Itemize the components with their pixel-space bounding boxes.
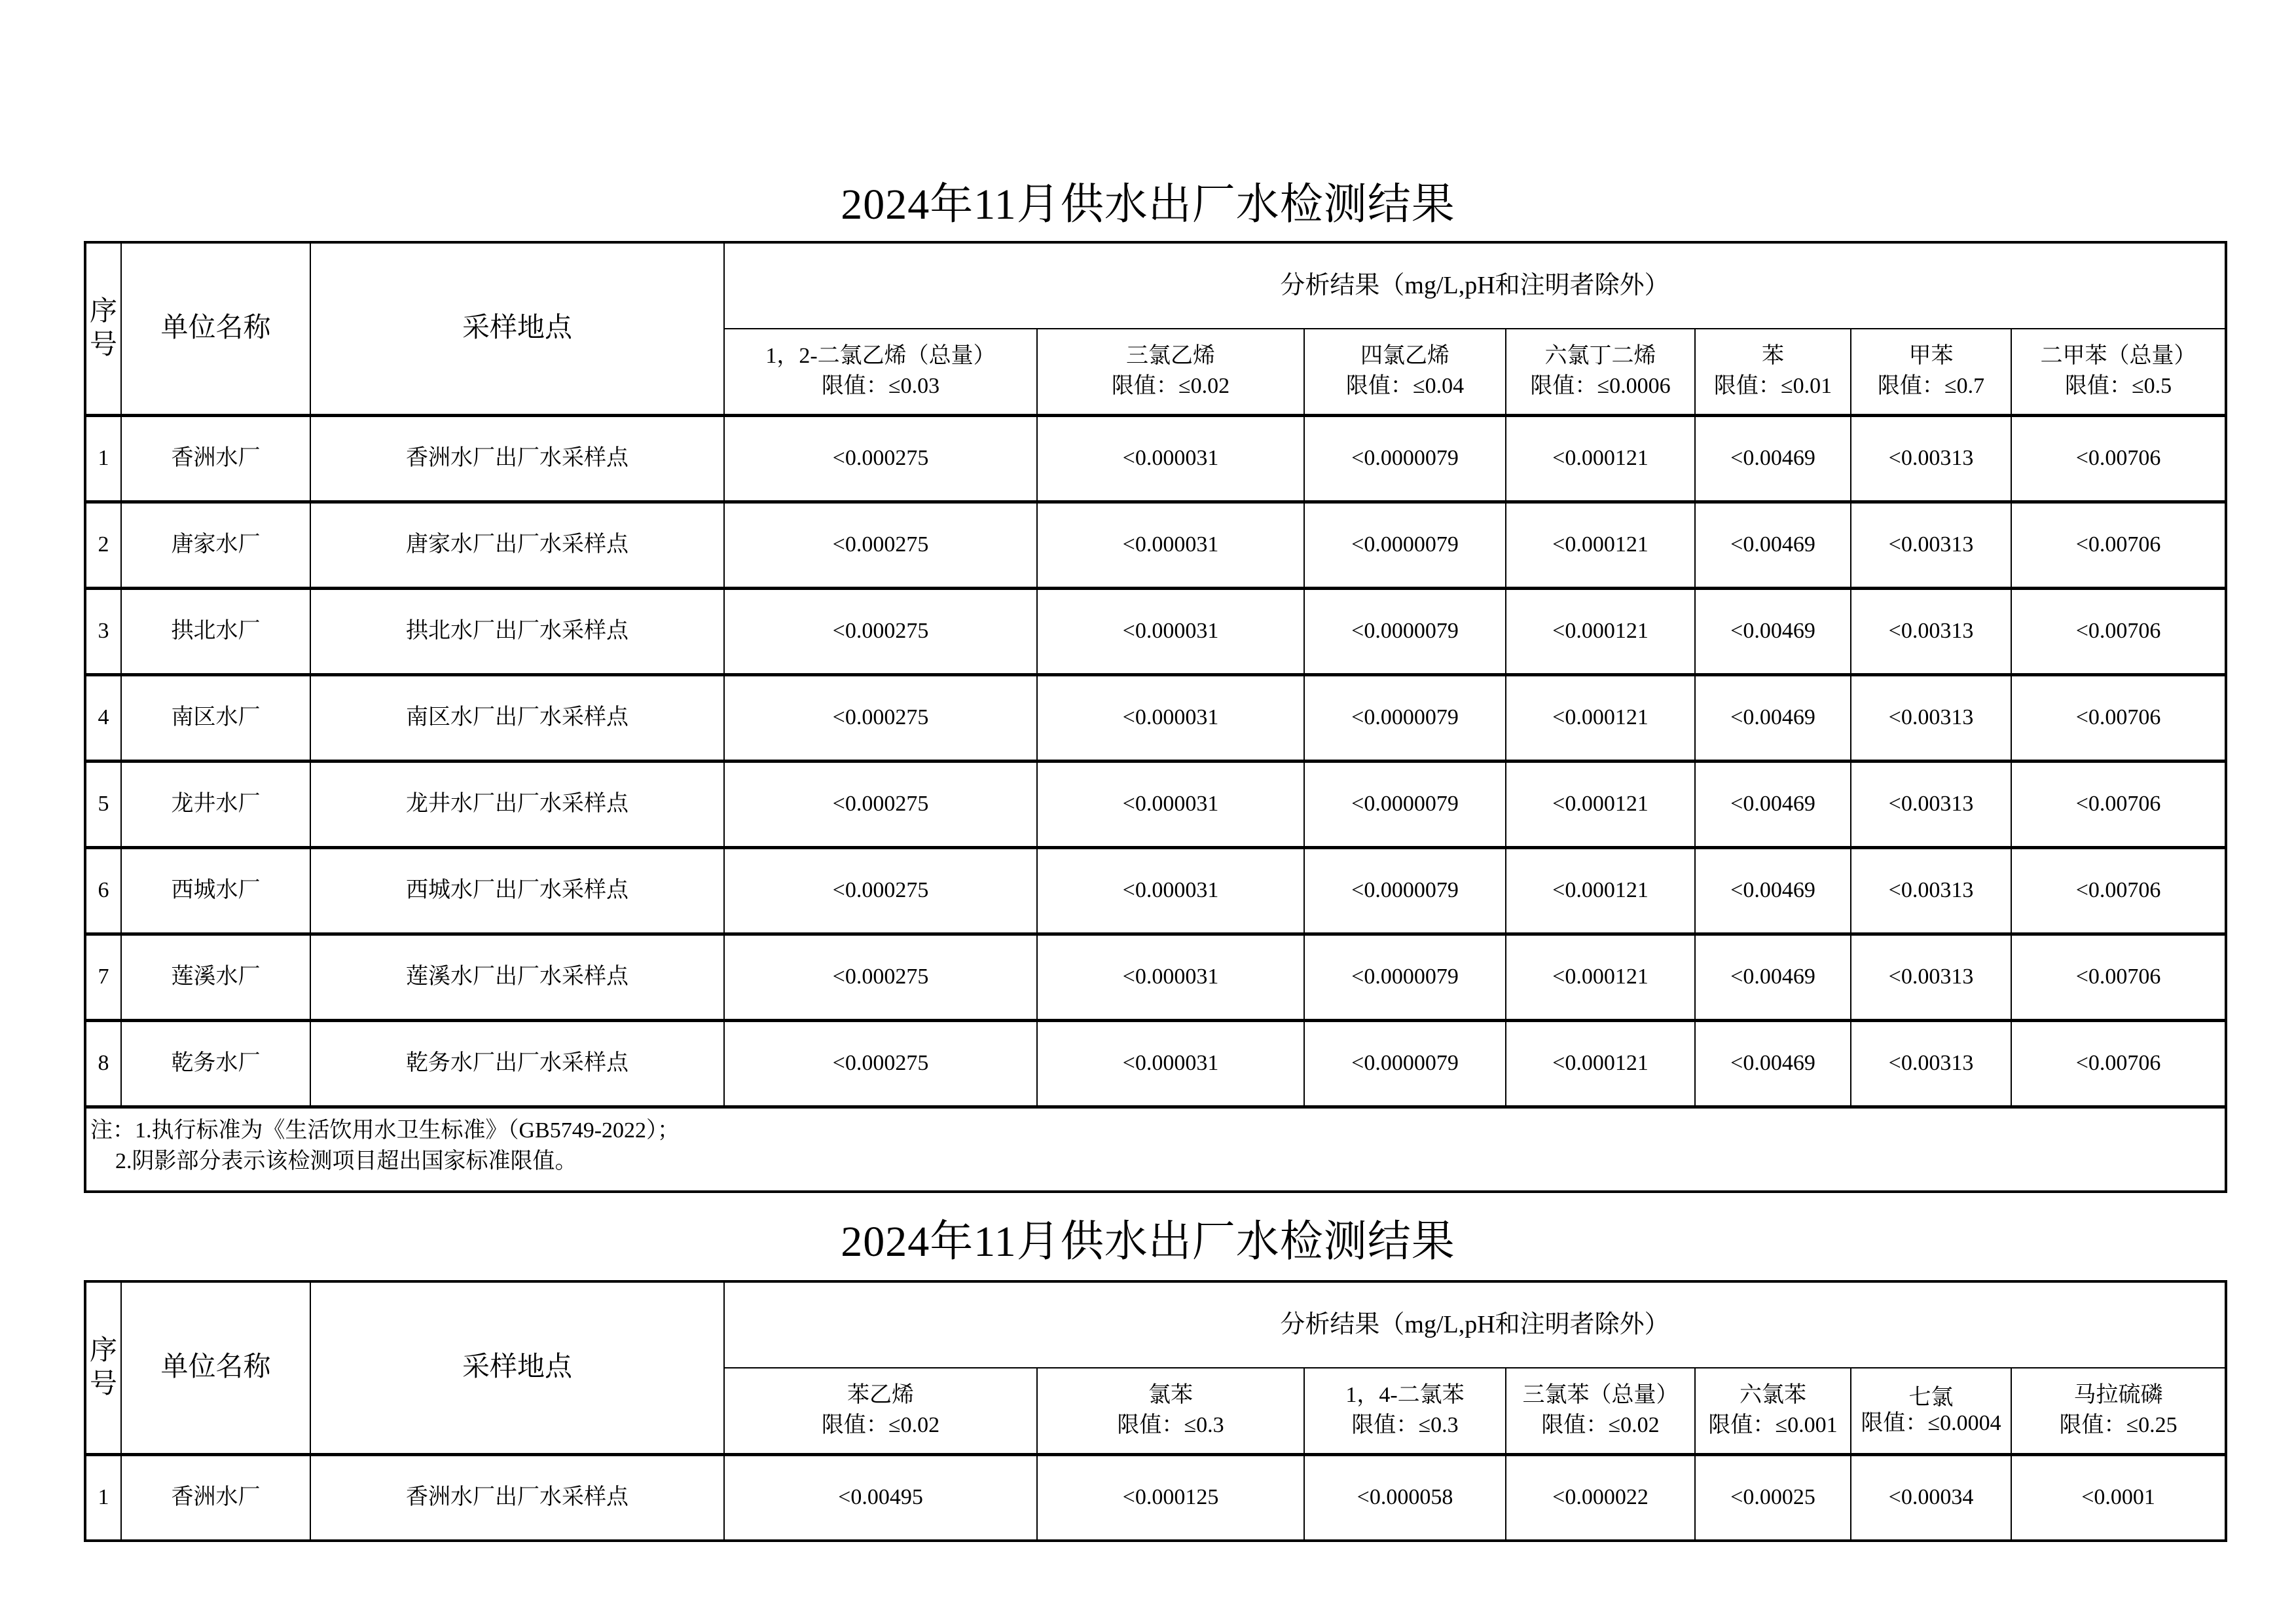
value-cell: <0.00025 [1695, 1454, 1851, 1541]
value-cell: <0.000275 [724, 761, 1037, 847]
seq-cell: 5 [85, 761, 121, 847]
value-cell: <0.000031 [1037, 847, 1304, 934]
table-row [85, 934, 2226, 1020]
value-cell: <0.00469 [1695, 588, 1851, 674]
seq-cell: 1 [85, 415, 121, 502]
value-cell: <0.00313 [1851, 847, 2011, 934]
value-cell: <0.00313 [1851, 761, 2011, 847]
header-site: 采样地点 [310, 242, 724, 415]
unit-name-cell: 莲溪水厂 [121, 934, 310, 1020]
value-cell: <0.000275 [724, 415, 1037, 502]
table-row [85, 674, 2226, 761]
value-cell: <0.00469 [1695, 847, 1851, 934]
value-cell: <0.00706 [2011, 1020, 2226, 1107]
value-cell: <0.000121 [1506, 1020, 1695, 1107]
table-row [85, 1454, 2226, 1541]
value-cell: <0.00706 [2011, 415, 2226, 502]
value-cell: <0.00469 [1695, 1020, 1851, 1107]
value-cell: <0.00469 [1695, 502, 1851, 588]
value-cell: <0.000121 [1506, 674, 1695, 761]
table-row [85, 588, 2226, 674]
value-cell: <0.00706 [2011, 934, 2226, 1020]
value-cell: <0.000275 [724, 674, 1037, 761]
seq-cell: 3 [85, 588, 121, 674]
value-cell: <0.000125 [1037, 1454, 1304, 1541]
column-header: 二甲苯（总量） 限值：≤0.5 [2011, 329, 2226, 415]
table-row [85, 502, 2226, 588]
value-cell: <0.00313 [1851, 502, 2011, 588]
column-header: 马拉硫磷 限值：≤0.25 [2011, 1368, 2226, 1454]
value-cell: <0.00313 [1851, 674, 2011, 761]
note-1: 注：1.执行标准为《生活饮用水卫生标准》（GB5749-2022）； [90, 1118, 680, 1143]
header-unit: 单位名称 [121, 242, 310, 415]
value-cell: <0.000031 [1037, 502, 1304, 588]
value-cell: <0.000121 [1506, 415, 1695, 502]
value-cell: <0.000022 [1506, 1454, 1695, 1541]
unit-name-cell: 乾务水厂 [121, 1020, 310, 1107]
unit-name-cell: 龙井水厂 [121, 761, 310, 847]
sample-site-cell: 唐家水厂出厂水采样点 [310, 502, 724, 588]
unit-name-cell: 香洲水厂 [121, 415, 310, 502]
value-cell: <0.000031 [1037, 415, 1304, 502]
sample-site-cell: 龙井水厂出厂水采样点 [310, 761, 724, 847]
value-cell: <0.0000079 [1304, 761, 1506, 847]
seq-cell: 4 [85, 674, 121, 761]
value-cell: <0.000031 [1037, 934, 1304, 1020]
sample-site-cell: 拱北水厂出厂水采样点 [310, 588, 724, 674]
page-title-1: 2024年11月供水出厂水检测结果 [841, 181, 1455, 229]
column-header: 1，2-二氯乙烯（总量） 限值：≤0.03 [724, 329, 1037, 415]
value-cell: <0.00469 [1695, 674, 1851, 761]
value-cell: <0.000031 [1037, 674, 1304, 761]
results-table-2 [84, 1280, 2227, 1542]
column-header: 六氯丁二烯 限值：≤0.0006 [1506, 329, 1695, 415]
seq-cell: 2 [85, 502, 121, 588]
seq-cell: 6 [85, 847, 121, 934]
value-cell: <0.0000079 [1304, 934, 1506, 1020]
seq-cell: 7 [85, 934, 121, 1020]
sample-site-cell: 莲溪水厂出厂水采样点 [310, 934, 724, 1020]
value-cell: <0.000058 [1304, 1454, 1506, 1541]
header-seq: 序号 [85, 242, 121, 415]
value-cell: <0.000121 [1506, 934, 1695, 1020]
sample-site-cell: 香洲水厂出厂水采样点 [310, 415, 724, 502]
value-cell: <0.00313 [1851, 415, 2011, 502]
seq-cell: 1 [85, 1454, 121, 1541]
value-cell: <0.000121 [1506, 761, 1695, 847]
unit-name-cell: 南区水厂 [121, 674, 310, 761]
column-header: 苯 限值：≤0.01 [1695, 329, 1851, 415]
value-cell: <0.00495 [724, 1454, 1037, 1541]
table-row [85, 847, 2226, 934]
notes [85, 1107, 2226, 1192]
value-cell: <0.0000079 [1304, 847, 1506, 934]
value-cell: <0.00706 [2011, 502, 2226, 588]
table-row [85, 761, 2226, 847]
value-cell: <0.000031 [1037, 588, 1304, 674]
value-cell: <0.00313 [1851, 588, 2011, 674]
value-cell: <0.00313 [1851, 934, 2011, 1020]
value-cell: <0.0001 [2011, 1454, 2226, 1541]
value-cell: <0.000275 [724, 588, 1037, 674]
value-cell: <0.0000079 [1304, 502, 1506, 588]
sample-site-cell: 香洲水厂出厂水采样点 [310, 1454, 724, 1541]
header-site: 采样地点 [310, 1281, 724, 1454]
column-header: 六氯苯 限值：≤0.001 [1695, 1368, 1851, 1454]
value-cell: <0.000275 [724, 847, 1037, 934]
unit-name-cell: 西城水厂 [121, 847, 310, 934]
value-cell: <0.000275 [724, 502, 1037, 588]
value-cell: <0.000275 [724, 1020, 1037, 1107]
column-header: 三氯苯（总量） 限值：≤0.02 [1506, 1368, 1695, 1454]
value-cell: <0.000031 [1037, 1020, 1304, 1107]
value-cell: <0.00706 [2011, 588, 2226, 674]
header-seq: 序号 [85, 1281, 121, 1454]
column-header: 氯苯 限值：≤0.3 [1037, 1368, 1304, 1454]
value-cell: <0.00706 [2011, 761, 2226, 847]
unit-name-cell: 香洲水厂 [121, 1454, 310, 1541]
value-cell: <0.00034 [1851, 1454, 2011, 1541]
value-cell: <0.00706 [2011, 674, 2226, 761]
value-cell: <0.0000079 [1304, 674, 1506, 761]
header-unit: 单位名称 [121, 1281, 310, 1454]
column-header: 甲苯 限值：≤0.7 [1851, 329, 2011, 415]
value-cell: <0.00706 [2011, 847, 2226, 934]
column-header: 1，4-二氯苯 限值：≤0.3 [1304, 1368, 1506, 1454]
value-cell: <0.00313 [1851, 1020, 2011, 1107]
value-cell: <0.000275 [724, 934, 1037, 1020]
value-cell: <0.000121 [1506, 847, 1695, 934]
results-table-1 [84, 241, 2227, 1193]
sample-site-cell: 乾务水厂出厂水采样点 [310, 1020, 724, 1107]
value-cell: <0.00469 [1695, 934, 1851, 1020]
header-analysis: 分析结果（mg/L,pH和注明者除外） [724, 1281, 2226, 1368]
column-header: 七氯 限值：≤0.0004 [1851, 1368, 2011, 1454]
sample-site-cell: 南区水厂出厂水采样点 [310, 674, 724, 761]
table-row [85, 1020, 2226, 1107]
column-header: 四氯乙烯 限值：≤0.04 [1304, 329, 1506, 415]
unit-name-cell: 唐家水厂 [121, 502, 310, 588]
page-title-2: 2024年11月供水出厂水检测结果 [841, 1218, 1455, 1266]
value-cell: <0.0000079 [1304, 1020, 1506, 1107]
value-cell: <0.0000079 [1304, 415, 1506, 502]
column-header: 三氯乙烯 限值：≤0.02 [1037, 329, 1304, 415]
sample-site-cell: 西城水厂出厂水采样点 [310, 847, 724, 934]
value-cell: <0.000121 [1506, 588, 1695, 674]
value-cell: <0.00469 [1695, 415, 1851, 502]
column-header: 苯乙烯 限值：≤0.02 [724, 1368, 1037, 1454]
note-2: 2.阴影部分表示该检测项目超出国家标准限值。 [115, 1149, 577, 1174]
unit-name-cell: 拱北水厂 [121, 588, 310, 674]
value-cell: <0.00469 [1695, 761, 1851, 847]
table-row [85, 415, 2226, 502]
seq-cell: 8 [85, 1020, 121, 1107]
value-cell: <0.0000079 [1304, 588, 1506, 674]
value-cell: <0.000031 [1037, 761, 1304, 847]
header-analysis: 分析结果（mg/L,pH和注明者除外） [724, 242, 2226, 329]
value-cell: <0.000121 [1506, 502, 1695, 588]
